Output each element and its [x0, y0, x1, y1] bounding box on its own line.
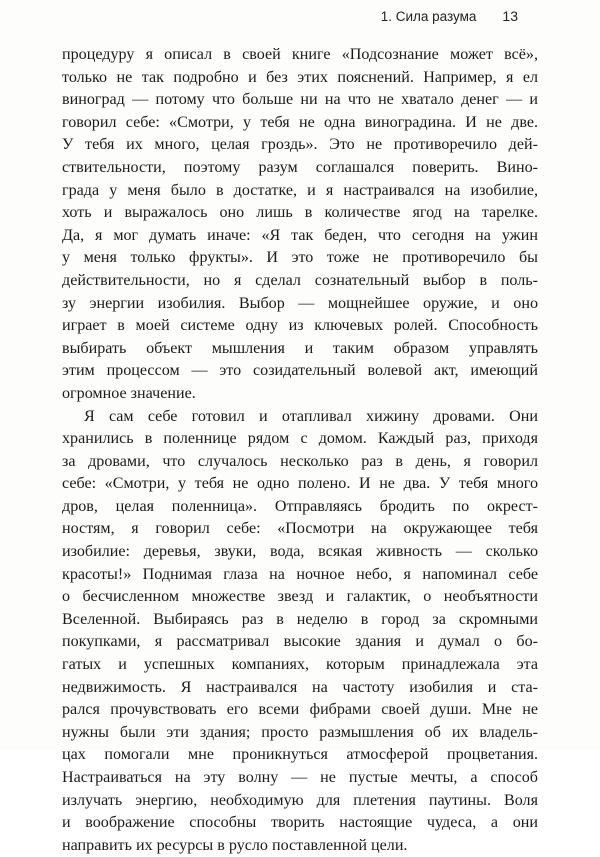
- running-head: [381, 8, 518, 24]
- page-number: 13: [502, 8, 518, 24]
- text-line: У тебя их много, целая гроздь». Это не противоречило дей-: [62, 134, 538, 157]
- text-line: Я сам себе готовил и отапливал хижину дровами. Они: [62, 406, 538, 429]
- text-line: направить их ресурсы в русло поставленной цели.: [62, 835, 538, 857]
- text-line: у меня только фрукты». И это тоже не противоречило бы: [62, 247, 538, 270]
- text-line: только не так подробно и без этих пояснений. Например, я ел: [62, 67, 538, 90]
- text-line: действительности, но я сделал сознательный выбор в поль-: [62, 270, 538, 293]
- text-line: дров, целая поленница». Отправляясь бродить по окрест-: [62, 496, 538, 519]
- text-line: гатых и успешных компаниях, которым принадлежала эта: [62, 654, 538, 677]
- text-line: недвижимость. Я настраивался на частоту изобилия и ста-: [62, 677, 538, 700]
- body-text: [62, 44, 538, 857]
- text-line: играет в моей системе одну из ключевых ролей. Способность: [62, 315, 538, 338]
- text-line: говорил себе: «Смотри, у тебя не одна виноградина. И не две.: [62, 112, 538, 135]
- text-line: виноград — потому что больше ни на что не хватало денег — и: [62, 89, 538, 112]
- text-line: цах помогали мне проникнуться атмосферой процветания.: [62, 744, 538, 767]
- text-line: хранились в поленнице рядом с домом. Каждый раз, приходя: [62, 428, 538, 451]
- text-line: Да, я мог думать иначе: «Я так беден, что сегодня на ужин: [62, 225, 538, 248]
- text-line: нужны были эти здания; просто размышления об их владель-: [62, 722, 538, 745]
- text-line: ствительности, поэтому разум соглашался поверить. Вино-: [62, 157, 538, 180]
- text-line: зу энергии изобилия. Выбор — мощнейшее оружие, и оно: [62, 293, 538, 316]
- text-line: и воображение способны творить настоящие чудеса, а они: [62, 812, 538, 835]
- text-line: Вселенной. Выбираясь раз в неделю в город за скромными: [62, 609, 538, 632]
- text-line: рался прочувствовать его всеми фибрами своей души. Мне не: [62, 699, 538, 722]
- text-line: хоть и выражалось оно лишь в количестве ягод на тарелке.: [62, 202, 538, 225]
- text-line: себе: «Смотри, у тебя не одно полено. И не два. У тебя много: [62, 473, 538, 496]
- text-line: ностям, я говорил себе: «Посмотри на окружающее тебя: [62, 518, 538, 541]
- text-line: града у меня было в достатке, и я настраивался на изобилие,: [62, 180, 538, 203]
- text-line: процедуру я описал в своей книге «Подсознание может всё»,: [62, 44, 538, 67]
- text-line: о бесчисленном множестве звезд и галактик, о необъятности: [62, 586, 538, 609]
- text-line: покупками, я рассматривал высокие здания и думал о бо-: [62, 631, 538, 654]
- paragraph-2: [62, 406, 538, 857]
- text-line: красоты!» Поднимая глаза на ночное небо, я напоминал себе: [62, 564, 538, 587]
- paragraph-1: [62, 44, 538, 406]
- chapter-title: 1. Сила разума: [381, 9, 477, 24]
- text-line: огромное значение.: [62, 383, 538, 406]
- text-line: за дровами, что случалось несколько раз в день, я говорил: [62, 451, 538, 474]
- text-line: излучать энергию, необходимую для плетения паутины. Воля: [62, 790, 538, 813]
- text-line: изобилие: деревья, звуки, вода, всякая живность — сколько: [62, 541, 538, 564]
- text-line: этим процессом — это созидательный волевой акт, имеющий: [62, 360, 538, 383]
- text-line: Настраиваться на эту волну — не пустые мечты, а способ: [62, 767, 538, 790]
- text-line: выбирать объект мышления и таким образом управлять: [62, 338, 538, 361]
